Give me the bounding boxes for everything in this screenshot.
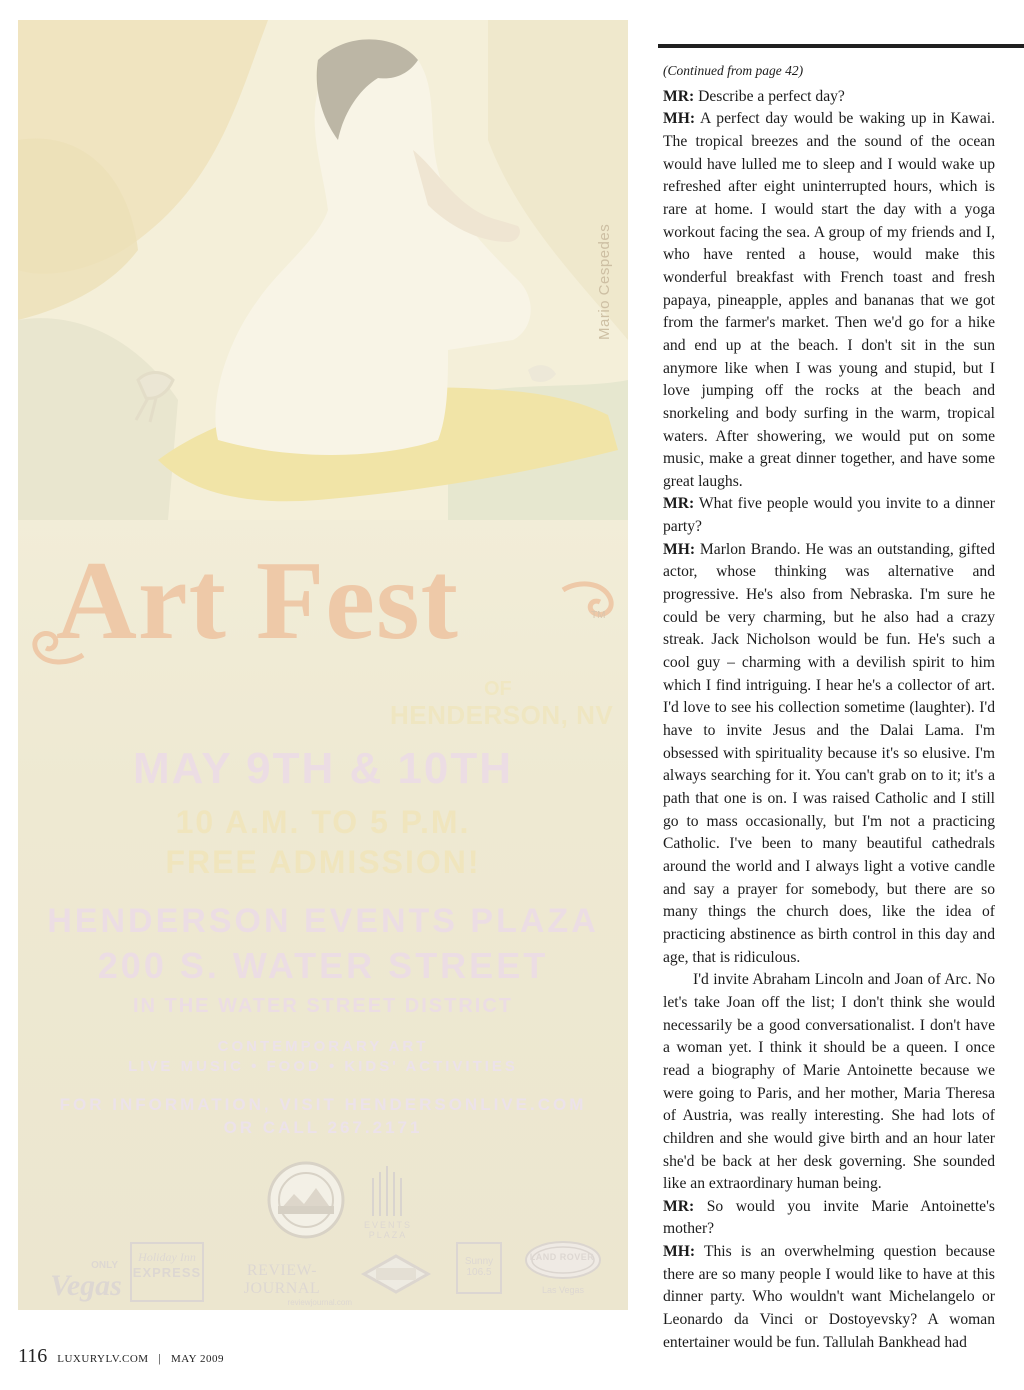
column-top-rule (658, 44, 1024, 48)
event-dates: MAY 9TH & 10TH (132, 744, 514, 793)
speaker-label: MH: (663, 1243, 696, 1261)
interview-paragraph (663, 1196, 995, 1241)
speaker-label: MH: (663, 110, 696, 128)
paragraph-text: A perfect day would be waking up in Kawai. The tropical breezes and the sound of the ocean would have lulled me to sleep and I would wake up refreshed after eight uninterrupted hours, which is rare at home. I would start the day with a yoga workout facing the sea. A group of my friends and I, who have rented a house, would make this wonderful breakfast with French toast and fresh papaya, pineapple, apples and bananas that we got from the farmer's market. Then we'd go for a hike and end up at the beach. I don't sit in the sun anymore like when I was young and stupid, but I love jumping off the rocks at the beach and snorkeling and body surfing in the warm, tropical waters. After showering, we would put on some music, make a great dinner together, and have some great laughs. (663, 110, 995, 490)
sponsor-vegas-script: Vegas (50, 1269, 122, 1302)
henderson-seal-logo (266, 1160, 346, 1240)
event-info-line2: OR CALL 267.2171 (223, 1118, 423, 1137)
artist-credit: Mario Cespedes (596, 223, 613, 340)
interview-paragraph (663, 86, 995, 109)
sponsor-review-journal-sub: reviewjournal.com (287, 1298, 352, 1307)
footer-separator: | (158, 1351, 161, 1365)
trademark-mark: TM (591, 610, 606, 621)
event-info-line1: FOR INFORMATION, VISIT HENDERSONLIVE.COM (59, 1095, 587, 1114)
speaker-label: MH: (663, 540, 696, 558)
event-city: HENDERSON, NV (390, 700, 614, 730)
page-number: 116 (18, 1345, 48, 1367)
sponsor-holiday-inn-express: EXPRESS (132, 1265, 202, 1280)
events-plaza-label: EVENTS PLAZA (363, 1220, 412, 1240)
sponsor-vegas-only: ONLY (91, 1260, 118, 1271)
continued-note: (Continued from page 42) (663, 63, 804, 78)
interview-paragraph (663, 539, 995, 969)
footer-issue: MAY 2009 (170, 1353, 224, 1365)
paragraph-text: Marlon Brando. He was an outstanding, gifted actor, whose thinking was alternative and progressive. He's also from Nebraska. I'm sure he could be very charming, but he also had a crazy streak. Jack Nicholson would be fun. He's such a cool guy – charming with a devilish spirit to him which I find intriguing. I hear he's a collector of art. I'd love to see his collection sometime (laughter). I'd have to invite Jesus and the Dalai Lama. I'm obsessed with spirituality because it's so elusive. I'm always searching for it. You can't grab on to it; it's a path that one is on. I was raised Catholic and I still go to mass occasionally, but I'm not a practicing Catholic. I've been to many beautiful cathedrals around the world and I always light a votive candle and say a prayer for somebody, but there are so many things the church does, like the idea of practicing abstinence as birth control in this day and age, that is ridiculous. (663, 540, 995, 966)
sponsor-holiday-inn-name: Holiday Inn (138, 1250, 196, 1264)
interview-paragraph (663, 493, 995, 538)
sponsor-diamond-logo (358, 1252, 434, 1296)
title-of: OF (484, 678, 512, 700)
interview-article (663, 60, 995, 1354)
event-district: IN THE WATER STREET DISTRICT (132, 995, 514, 1017)
sponsor-land-rover-name: LAND ROVER (529, 1252, 595, 1262)
painting-illustration (18, 20, 628, 520)
sponsor-land-rover (523, 1240, 603, 1295)
paragraph-text: So would you invite Marie Antoinette's mother? (663, 1197, 995, 1238)
speaker-label: MR: (663, 87, 695, 105)
footer-site: LUXURYLV.COM (57, 1353, 149, 1365)
paragraph-text: Describe a perfect day? (698, 87, 845, 105)
sponsor-sunny-106 (456, 1242, 502, 1294)
sponsor-holiday-inn (130, 1242, 204, 1302)
event-venue: HENDERSON EVENTS PLAZA (47, 902, 599, 940)
event-admission: FREE ADMISSION! (165, 844, 481, 880)
sponsor-review-journal-name: REVIEW-JOURNAL (243, 1262, 321, 1297)
event-hours: 10 A.M. TO 5 P.M. (175, 804, 471, 840)
interview-paragraph (663, 108, 995, 493)
qa-paragraphs (663, 86, 995, 1355)
paragraph-text: This is an overwhelming question because there are so many people I would like to have at this dinner party. Who wouldn't want Michelangelo or Leonardo da Vinci or Dostoyevsky? A woman entertainer would be fun. Tallulah Bankhead had (663, 1243, 995, 1351)
event-features-line1: CONTEMPORARY ART (217, 1038, 429, 1055)
speaker-label: MR: (663, 495, 695, 513)
sponsor-land-rover-city: Las Vegas (541, 1285, 585, 1295)
interview-paragraph (663, 1241, 995, 1354)
artfest-title: Art Fest (56, 539, 459, 663)
event-features-line2: LIVE MUSIC • FOOD • KIDS' ACTIVITIES (128, 1058, 518, 1075)
page-footer (18, 1345, 224, 1368)
event-street: 200 S. WATER STREET (97, 945, 549, 986)
speaker-label: MR: (663, 1197, 695, 1215)
interview-paragraph (663, 969, 995, 1196)
sponsor-vegas (46, 1260, 126, 1310)
sponsor-sunny-106-label: Sunny 106.5 (464, 1256, 494, 1278)
paragraph-text: I'd invite Abraham Lincoln and Joan of Arc. No let's take Joan off the list; I don't think she would necessarily be a good conversationalist. I don't have a woman yet. I think it should be a queen. I once read a biography of Marie Antoinette because we were going to Paris, and her mother, Maria Theresa of Austria, was really interesting. She had lots of children and she would give birth and an hour later she'd be back at her desk governing. She sounded like an extraordinary human being. (663, 971, 995, 1193)
paragraph-text: What five people would you invite to a dinner party? (663, 495, 996, 536)
sponsor-review-journal (212, 1262, 352, 1307)
artfest-advertisement (18, 20, 628, 1310)
